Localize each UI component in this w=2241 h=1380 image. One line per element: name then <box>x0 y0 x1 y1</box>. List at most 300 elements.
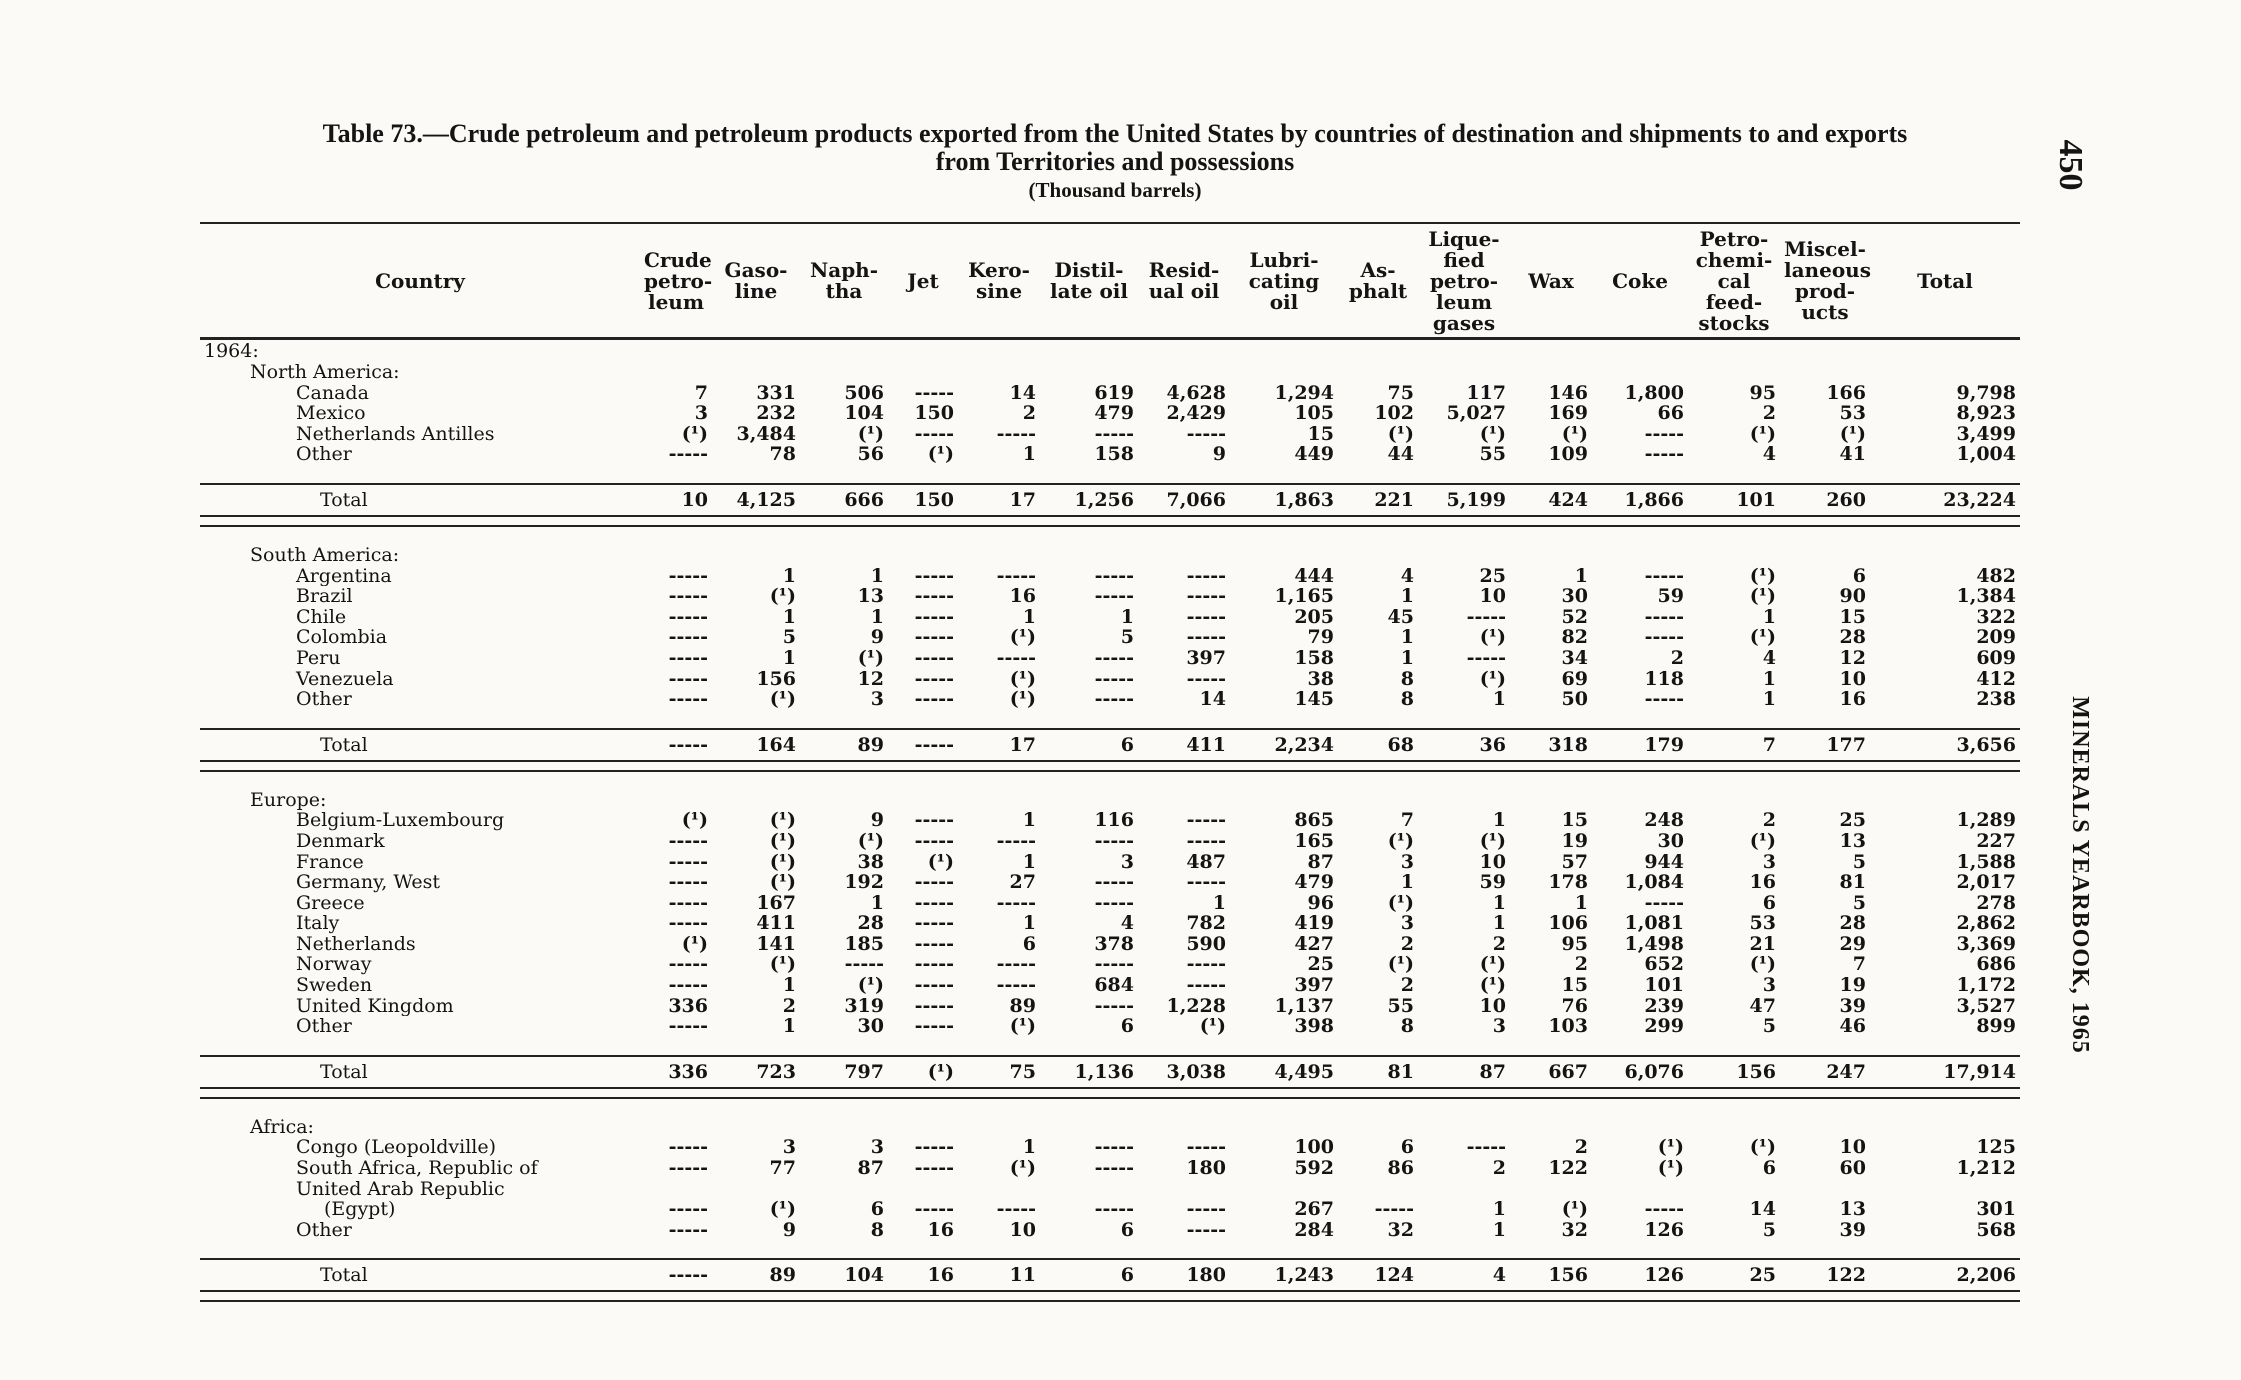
table-cell <box>1592 1179 1688 1200</box>
table-cell: 8 <box>1400 1015 1414 1038</box>
row-label-text: United Kingdom <box>296 995 454 1017</box>
table-cell: 29 <box>1839 932 1866 955</box>
table-cell: 479 <box>1094 402 1134 425</box>
table-cell: 7 <box>1852 953 1866 976</box>
table-row <box>200 648 2020 669</box>
table-cell: (¹) <box>769 850 796 873</box>
table-cell: 1,294 <box>1274 381 1334 404</box>
table-cell: 1 <box>1400 626 1414 649</box>
table-cell: (¹) <box>1479 422 1506 445</box>
table-cell: (¹) <box>681 422 708 445</box>
table-cell: 6 <box>1120 1015 1134 1038</box>
table-cell: 899 <box>1976 1015 2016 1038</box>
table-cell: 487 <box>1186 850 1226 873</box>
table-cell: 15 <box>1561 974 1588 997</box>
table-cell: ----- <box>668 667 708 690</box>
table-cell: 1,800 <box>1624 381 1684 404</box>
table-cell: 1 <box>782 1015 796 1038</box>
table-cell: 178 <box>1548 871 1588 894</box>
table-cell: ----- <box>914 585 954 608</box>
table-cell: 1 <box>1492 891 1506 914</box>
table-cell: ----- <box>1186 422 1226 445</box>
table-cell: 6 <box>1040 1259 1138 1291</box>
table-cell: (¹) <box>1561 422 1588 445</box>
table-cell: 141 <box>756 932 796 955</box>
table-cell: ----- <box>1644 1198 1684 1221</box>
double-rule <box>200 516 2020 526</box>
table-cell: 397 <box>1294 974 1334 997</box>
table-cell: 2,862 <box>1956 912 2016 935</box>
table-cell: ----- <box>1186 667 1226 690</box>
table-cell: (¹) <box>1387 829 1414 852</box>
table-cell: 378 <box>1094 932 1134 955</box>
table-cell: ----- <box>914 1198 954 1221</box>
table-cell: 4 <box>1400 564 1414 587</box>
table-cell: 1 <box>1492 912 1506 935</box>
section-header-row <box>200 790 2020 811</box>
table-cell: 336 <box>668 994 708 1017</box>
table-cell: 506 <box>844 381 884 404</box>
row-label-text: Colombia <box>296 627 388 648</box>
table-cell: ----- <box>914 1157 954 1180</box>
table-cell: 3,499 <box>1956 422 2016 445</box>
table-cell: (¹) <box>1009 688 1036 711</box>
spacer-row <box>200 710 2020 729</box>
row-label <box>200 1158 640 1179</box>
column-header: Kero-sine <box>958 225 1040 339</box>
table-cell: 81 <box>1338 1056 1418 1088</box>
spacer-row <box>200 771 2020 790</box>
table-cell: 4,495 <box>1230 1056 1338 1088</box>
table-cell: ----- <box>1094 953 1134 976</box>
row-label <box>200 1016 640 1037</box>
table-cell: 5 <box>782 626 796 649</box>
table-cell: 6 <box>1022 932 1036 955</box>
table-cell: 166 <box>1826 381 1866 404</box>
table-cell: ----- <box>1466 646 1506 669</box>
table-cell: 4 <box>1120 912 1134 935</box>
section-name: South America: <box>250 543 400 566</box>
table-cell: 3,038 <box>1138 1056 1230 1088</box>
table-cell: 3 <box>694 402 708 425</box>
row-label-text: United Arab Republic <box>296 1178 505 1200</box>
row-label-text: Total <box>320 1264 368 1287</box>
table-cell: 723 <box>712 1056 800 1088</box>
row-label <box>200 484 640 516</box>
table-row <box>200 383 2020 404</box>
table-cell: (¹) <box>1749 626 1776 649</box>
table-cell: 16 <box>888 1259 958 1291</box>
table-row <box>200 954 2020 975</box>
total-row <box>200 1259 2020 1291</box>
table-cell: 125 <box>1976 1136 2016 1159</box>
table-cell: 1 <box>1492 1218 1506 1241</box>
table-cell: 1 <box>782 605 796 628</box>
table-cell: 1,588 <box>1956 850 2016 873</box>
table-cell: 1,084 <box>1624 871 1684 894</box>
table-cell: 1,165 <box>1274 585 1334 608</box>
table-row <box>200 1220 2020 1241</box>
table-cell: 4 <box>1762 443 1776 466</box>
total-row <box>200 1056 2020 1088</box>
table-cell: 411 <box>1138 729 1230 761</box>
table-cell <box>1510 1179 1592 1200</box>
table-cell: 1 <box>1400 871 1414 894</box>
table-cell: 8 <box>1400 667 1414 690</box>
table-cell: 126 <box>1644 1218 1684 1241</box>
column-header: Coke <box>1592 225 1688 339</box>
table-cell: 248 <box>1644 809 1684 832</box>
table-cell: (¹) <box>1749 829 1776 852</box>
table-cell: 590 <box>1186 932 1226 955</box>
table-cell: 3,527 <box>1956 994 2016 1017</box>
title-line-1: Table 73.—Crude petroleum and petroleum products exported from the United States by countries of destination and shipments to and exports <box>322 119 1908 148</box>
table-cell: (¹) <box>769 953 796 976</box>
table-cell: (¹) <box>1387 891 1414 914</box>
table-row <box>200 669 2020 690</box>
table-cell: ----- <box>888 729 958 761</box>
table-cell: 3,369 <box>1956 932 2016 955</box>
table-row <box>200 689 2020 710</box>
table-cell: 3 <box>1762 850 1776 873</box>
table-cell: ----- <box>1094 891 1134 914</box>
table-cell: 411 <box>756 912 796 935</box>
row-label <box>200 913 640 934</box>
row-label-text: Congo (Leopoldville) <box>296 1137 497 1159</box>
table-cell: 5 <box>1120 626 1134 649</box>
running-head: MINERALS YEARBOOK, 1965 <box>2067 696 2094 1054</box>
table-cell: 9 <box>870 626 884 649</box>
table-cell: (¹) <box>1387 953 1414 976</box>
table-cell: 10 <box>1479 850 1506 873</box>
table-cell: 686 <box>1976 953 2016 976</box>
table-cell: ----- <box>668 646 708 669</box>
table-cell: ----- <box>914 626 954 649</box>
table-cell: 30 <box>857 1015 884 1038</box>
table-cell: 482 <box>1976 564 2016 587</box>
table-cell: 12 <box>1839 646 1866 669</box>
spacer-row <box>200 465 2020 484</box>
table-cell: 299 <box>1644 1015 1684 1038</box>
table-cell: 5 <box>1762 1218 1776 1241</box>
table-cell: 2 <box>782 994 796 1017</box>
table-cell: ----- <box>914 871 954 894</box>
table-cell: ----- <box>1644 605 1684 628</box>
table-cell: ----- <box>1466 1136 1506 1159</box>
table-cell: ----- <box>1186 1198 1226 1221</box>
table-cell: ----- <box>640 729 712 761</box>
table-cell: 1 <box>1400 585 1414 608</box>
table-cell: 36 <box>1418 729 1510 761</box>
table-cell: (¹) <box>1479 667 1506 690</box>
table-cell: 16 <box>1749 871 1776 894</box>
table-cell: 16 <box>927 1218 954 1241</box>
table-cell: 103 <box>1548 1015 1588 1038</box>
table-cell: ----- <box>1094 422 1134 445</box>
table-cell: 180 <box>1186 1157 1226 1180</box>
table-cell: 1,863 <box>1230 484 1338 516</box>
table-cell <box>800 1179 888 1200</box>
table-cell: 6 <box>1852 564 1866 587</box>
table-cell: 124 <box>1338 1259 1418 1291</box>
table-cell: 479 <box>1294 871 1334 894</box>
table-cell: 10 <box>1479 585 1506 608</box>
table-cell: 4 <box>1418 1259 1510 1291</box>
section-name: Europe: <box>250 788 327 811</box>
table-cell: (¹) <box>1657 1136 1684 1159</box>
table-cell: 5 <box>1852 891 1866 914</box>
table-cell: (¹) <box>769 1198 796 1221</box>
table-cell: 301 <box>1976 1198 2016 1221</box>
table-cell: 59 <box>1479 871 1506 894</box>
table-cell: 180 <box>1138 1259 1230 1291</box>
table-cell: 336 <box>640 1056 712 1088</box>
table-cell: 19 <box>1561 829 1588 852</box>
table-cell: (¹) <box>1657 1157 1684 1180</box>
table-cell: ----- <box>1374 1198 1414 1221</box>
spacer-row <box>200 1240 2020 1259</box>
table-cell: ----- <box>844 953 884 976</box>
row-label-text: France <box>296 851 364 873</box>
table-cell: 10 <box>1839 1136 1866 1159</box>
table-cell: (¹) <box>1479 974 1506 997</box>
table-cell: ----- <box>1094 646 1134 669</box>
table-cell: 2 <box>1670 646 1684 669</box>
table-cell: 179 <box>1592 729 1688 761</box>
table-cell: 232 <box>756 402 796 425</box>
table-cell: 169 <box>1548 402 1588 425</box>
table-row <box>200 424 2020 445</box>
table-cell: 5,199 <box>1418 484 1510 516</box>
table-cell: 57 <box>1561 850 1588 873</box>
table-cell: 3 <box>1400 850 1414 873</box>
table-cell <box>1780 1179 1870 1200</box>
table-row <box>200 893 2020 914</box>
top-rule <box>200 222 2020 224</box>
table-cell: 19 <box>1839 974 1866 997</box>
table-cell: 75 <box>1387 381 1414 404</box>
row-label <box>200 893 640 914</box>
table-cell: 424 <box>1510 484 1592 516</box>
table-cell: 82 <box>1561 626 1588 649</box>
table-cell: 89 <box>800 729 888 761</box>
row-label <box>200 586 640 607</box>
table-cell <box>1138 1179 1230 1200</box>
row-label-text: Greece <box>296 892 365 914</box>
table-cell: 5 <box>1762 1015 1776 1038</box>
table-cell: 44 <box>1387 443 1414 466</box>
table-cell: (¹) <box>769 829 796 852</box>
column-header: Jet <box>888 225 958 339</box>
table-cell: 15 <box>1561 809 1588 832</box>
table-cell: ----- <box>996 953 1036 976</box>
column-header: Petro-chemi-cal feed-stocks <box>1688 225 1780 339</box>
table-cell: 7,066 <box>1138 484 1230 516</box>
table-cell: 398 <box>1294 1015 1334 1038</box>
section-header-row <box>200 545 2020 566</box>
table-cell: ----- <box>914 646 954 669</box>
total-row <box>200 729 2020 761</box>
row-label-text: Total <box>320 733 368 756</box>
table-cell: 17,914 <box>1870 1056 2020 1088</box>
row-label <box>200 669 640 690</box>
table-cell: 2 <box>1492 1157 1506 1180</box>
table-cell: 449 <box>1294 443 1334 466</box>
table-cell: ----- <box>668 688 708 711</box>
table-cell: ----- <box>996 564 1036 587</box>
table-cell <box>888 1179 958 1200</box>
table-body <box>200 339 2020 1302</box>
table-cell: 7 <box>694 381 708 404</box>
row-label-text: Other <box>296 1219 352 1241</box>
table-cell: 87 <box>1307 850 1334 873</box>
table-row <box>200 1016 2020 1037</box>
table-cell: 3,484 <box>736 422 796 445</box>
table-cell: 150 <box>888 484 958 516</box>
table-cell <box>1040 1179 1138 1200</box>
table-cell: 8 <box>1400 688 1414 711</box>
table-cell: 318 <box>1510 729 1592 761</box>
table-cell: 145 <box>1294 688 1334 711</box>
table-cell: 10 <box>1009 1218 1036 1241</box>
table-cell: ----- <box>1094 688 1134 711</box>
table-cell: 1 <box>782 974 796 997</box>
table-cell: ----- <box>668 829 708 852</box>
table-cell: 1 <box>1492 688 1506 711</box>
table-cell: ----- <box>914 688 954 711</box>
table-cell: 10 <box>640 484 712 516</box>
table-cell: 2,234 <box>1230 729 1338 761</box>
table-row <box>200 975 2020 996</box>
table-cell: (¹) <box>927 850 954 873</box>
table-cell: 2 <box>1022 402 1036 425</box>
table-cell: ----- <box>668 564 708 587</box>
table-cell: 106 <box>1548 912 1588 935</box>
table-subtitle: (Thousand barrels) <box>1028 178 1202 202</box>
table-cell: 87 <box>857 1157 884 1180</box>
table-cell: 32 <box>1387 1218 1414 1241</box>
table-cell: (¹) <box>681 932 708 955</box>
table-cell: 16 <box>1839 688 1866 711</box>
table-cell: 158 <box>1294 646 1334 669</box>
table-row <box>200 913 2020 934</box>
table-cell: ----- <box>668 891 708 914</box>
row-label-text: Sweden <box>296 975 373 996</box>
table-cell: 75 <box>958 1056 1040 1088</box>
table-cell: 122 <box>1548 1157 1588 1180</box>
table-cell: ----- <box>1186 585 1226 608</box>
table-cell: 164 <box>712 729 800 761</box>
table-cell: ----- <box>1644 688 1684 711</box>
table-cell: 59 <box>1657 585 1684 608</box>
table-cell: 619 <box>1094 381 1134 404</box>
table-cell: 38 <box>1307 667 1334 690</box>
column-header: Lubri-cating oil <box>1230 225 1338 339</box>
row-label-text: Norway <box>296 954 372 976</box>
table-cell: ----- <box>1466 605 1506 628</box>
table-cell: 2 <box>1574 1136 1588 1159</box>
table-cell: 1 <box>1022 912 1036 935</box>
table-cell: 1,004 <box>1956 443 2016 466</box>
table-cell: 81 <box>1839 871 1866 894</box>
table-cell: 4 <box>1762 646 1776 669</box>
table-cell: 78 <box>769 443 796 466</box>
table-cell: 7 <box>1400 809 1414 832</box>
row-label-text: Argentina <box>296 565 392 587</box>
table-cell: ----- <box>914 912 954 935</box>
table-cell: 1,498 <box>1624 932 1684 955</box>
table-cell: 1 <box>1022 443 1036 466</box>
table-cell: (¹) <box>1009 1015 1036 1038</box>
table-cell: 2,206 <box>1870 1259 2020 1291</box>
table-cell: 76 <box>1561 994 1588 1017</box>
table-cell: 238 <box>1976 688 2016 711</box>
table-cell: 267 <box>1294 1198 1334 1221</box>
table-cell: (¹) <box>1479 626 1506 649</box>
table-cell: 1,228 <box>1166 994 1226 1017</box>
row-label <box>200 852 640 873</box>
table-cell: ----- <box>668 871 708 894</box>
table-cell: 69 <box>1561 667 1588 690</box>
table-cell: 1,256 <box>1040 484 1138 516</box>
row-label <box>200 1056 640 1088</box>
table-cell: 28 <box>857 912 884 935</box>
double-rule <box>200 1088 2020 1098</box>
table-cell: ----- <box>668 1157 708 1180</box>
table-cell <box>1230 1179 1338 1200</box>
table-cell: 3 <box>1120 850 1134 873</box>
table-cell: 39 <box>1839 994 1866 1017</box>
row-label <box>200 872 640 893</box>
table-cell: 592 <box>1294 1157 1334 1180</box>
table-cell: ----- <box>640 1259 712 1291</box>
table-cell: 1 <box>1492 809 1506 832</box>
table-cell: 9 <box>782 1218 796 1241</box>
table-cell: 2,017 <box>1956 871 2016 894</box>
table-cell <box>1418 1179 1510 1200</box>
table-cell: ----- <box>914 809 954 832</box>
table-cell: ----- <box>1186 829 1226 852</box>
table-cell: ----- <box>1094 585 1134 608</box>
table-cell: 1 <box>1574 564 1588 587</box>
row-label <box>200 1259 640 1291</box>
row-label-text: Italy <box>296 913 340 934</box>
table-row <box>200 444 2020 465</box>
table-cell: ----- <box>1644 626 1684 649</box>
table-cell: 2 <box>1762 402 1776 425</box>
table-cell: ----- <box>1186 953 1226 976</box>
table-cell: 865 <box>1294 809 1334 832</box>
table-cell: 227 <box>1976 829 2016 852</box>
table-cell: ----- <box>996 422 1036 445</box>
table-cell: 52 <box>1561 605 1588 628</box>
table-cell: 117 <box>1466 381 1506 404</box>
table-cell: ----- <box>914 564 954 587</box>
row-label <box>200 1179 640 1200</box>
table-cell: 13 <box>1839 1198 1866 1221</box>
table-cell: 1 <box>870 891 884 914</box>
table-cell: 46 <box>1839 1015 1866 1038</box>
table-cell: (¹) <box>1749 585 1776 608</box>
table-cell: (¹) <box>1387 422 1414 445</box>
table-cell: ----- <box>668 974 708 997</box>
table-cell: 260 <box>1780 484 1870 516</box>
table-cell: 30 <box>1657 829 1684 852</box>
table-cell: ----- <box>914 605 954 628</box>
table-cell: 319 <box>844 994 884 1017</box>
table-cell: ----- <box>1186 1136 1226 1159</box>
table-cell: 6 <box>1762 891 1776 914</box>
